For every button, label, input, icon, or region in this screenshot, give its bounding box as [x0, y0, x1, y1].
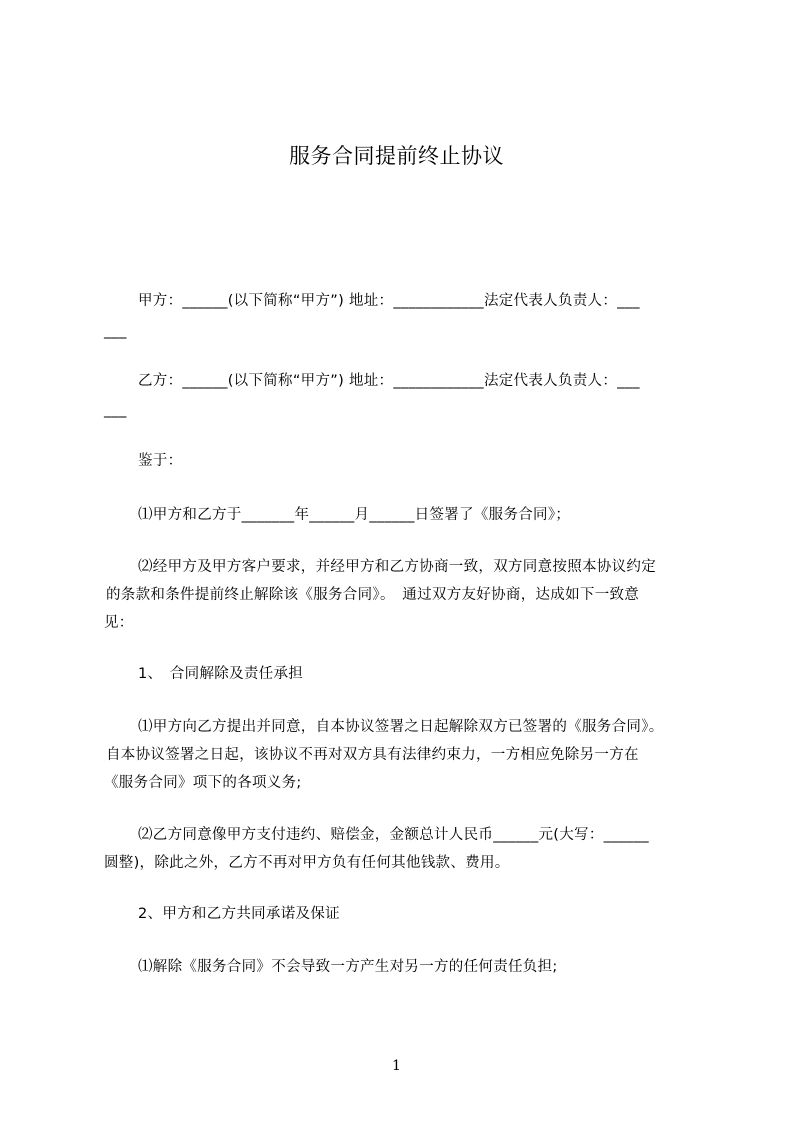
page-number: 1: [392, 1058, 401, 1074]
recital-1: ⑴甲方和乙方于_______年______月______日签署了《服务合同》；: [138, 507, 571, 523]
party-b-line-2: ___: [104, 402, 127, 418]
recital-2-line-2: 的条款和条件提前终止解除该《服务合同》。 通过双方友好协商，达成如下一致意: [106, 587, 640, 603]
party-a-line-2: ___: [104, 323, 127, 339]
clause-2-1: ⑴解除《服务合同》不会导致一方产生对另一方的任何责任负担;: [138, 959, 558, 975]
whereas-heading: 鉴于：: [138, 453, 183, 469]
clause-1-1-line-1: ⑴甲方向乙方提出并同意，自本协议签署之日起解除双方已签署的《服务合同》。: [138, 719, 664, 735]
recital-2-line-3: 见：: [104, 615, 134, 631]
clause-1-1-line-3: 《服务合同》项下的各项义务;: [104, 775, 302, 791]
clause-1-1-line-2: 自本协议签署之日起，该协议不再对双方具有法律约束力，一方相应免除另一方在: [106, 747, 639, 763]
clause-1-2-line-2: 圆整)，除此之外，乙方不再对甲方负有任何其他钱款、费用。: [104, 855, 510, 871]
party-a-line-1: 甲方：______(以下简称“甲方”) 地址：____________法定代表人负责人：___: [138, 293, 640, 309]
section-1-heading: 1、 合同解除及责任承担: [138, 666, 304, 682]
document-title: 服务合同提前终止协议: [289, 144, 504, 168]
clause-1-2-line-1: ⑵乙方同意像甲方支付违约、赔偿金，金额总计人民币______元(大写：______: [138, 827, 649, 843]
recital-2-line-1: ⑵经甲方及甲方客户要求，并经甲方和乙方协商一致，双方同意按照本协议约定: [138, 559, 656, 575]
party-b-line-1: 乙方：______(以下简称“甲方”) 地址：____________法定代表人负责人：___: [138, 373, 640, 389]
section-2-heading: 2、甲方和乙方共同承诺及保证: [138, 906, 340, 922]
